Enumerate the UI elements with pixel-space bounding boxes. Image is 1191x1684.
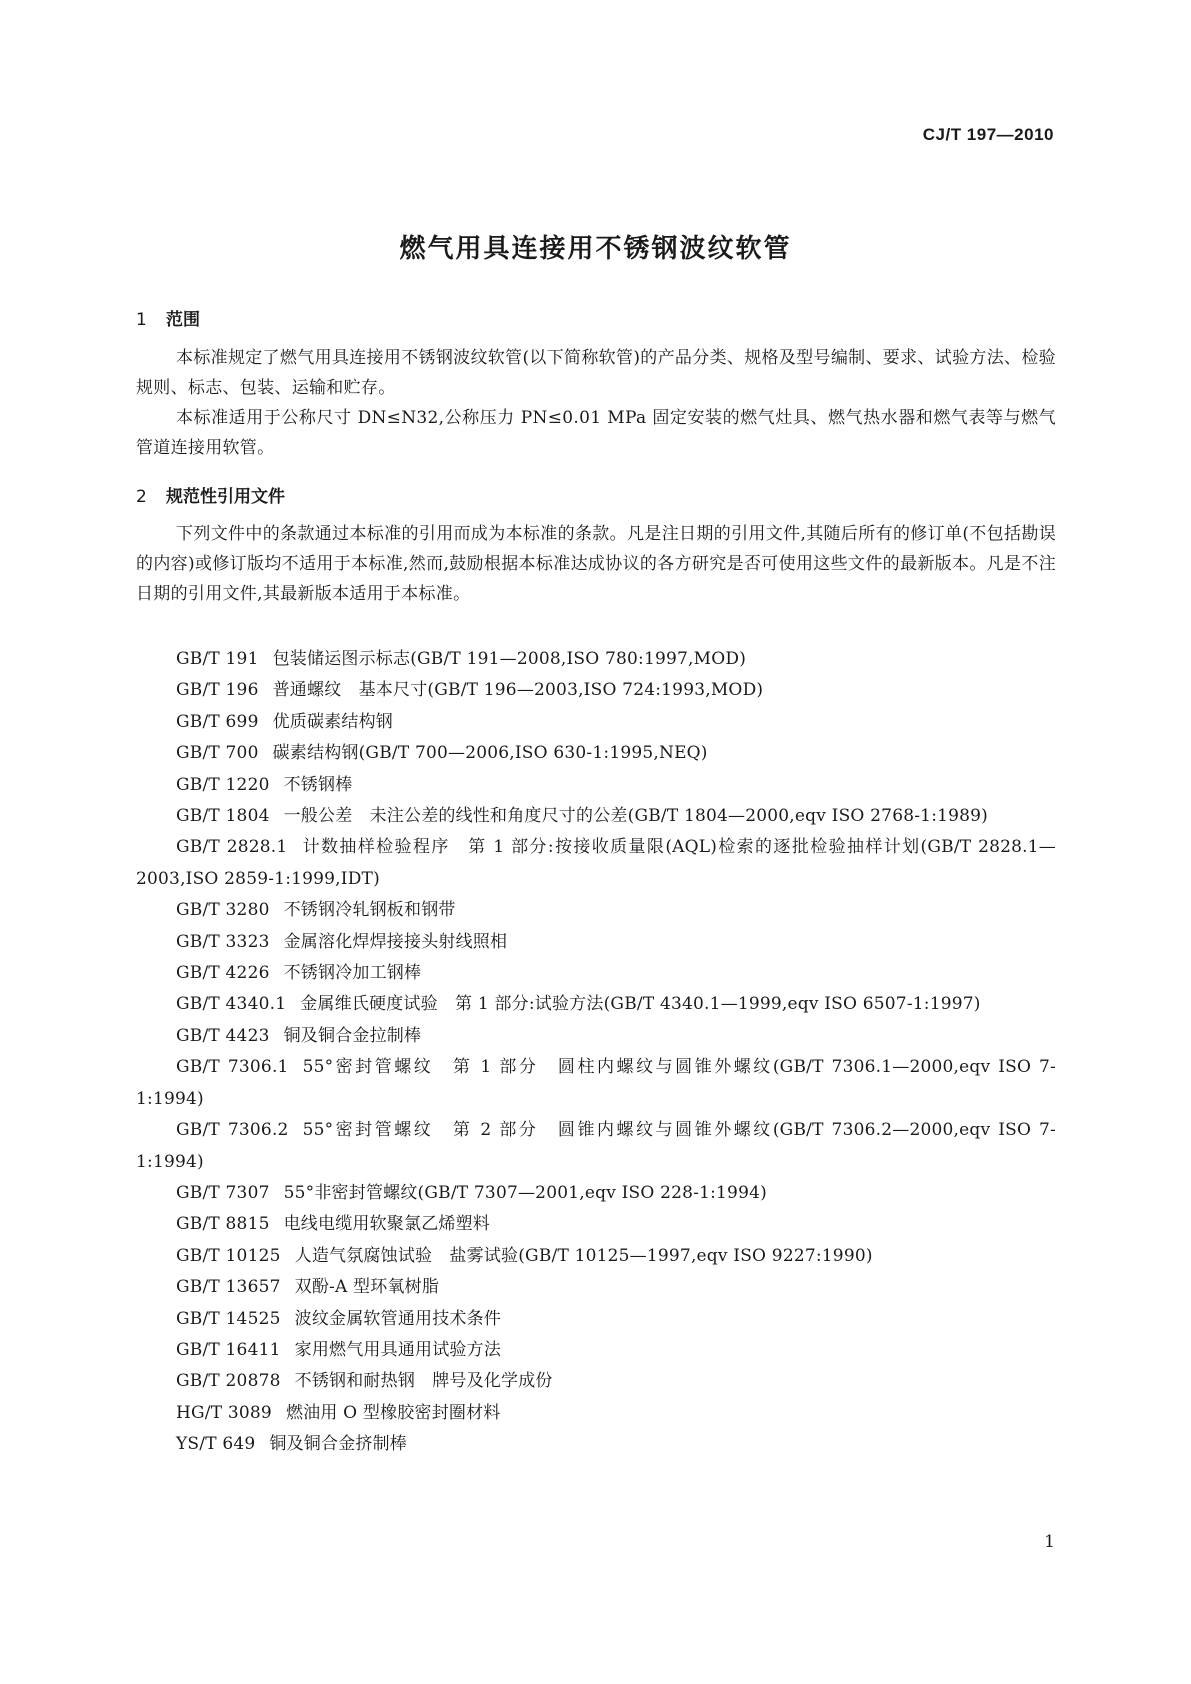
reference-code: GB/T 1220 (176, 774, 270, 795)
reference-title: 人造气氛腐蚀试验 盐雾试验(GB/T 10125—1997,eqv ISO 9227:1990) (294, 1245, 873, 1266)
reference-item (136, 832, 1056, 895)
reference-item (136, 1115, 1056, 1178)
reference-title: 铜及铜合金挤制棒 (269, 1434, 407, 1455)
reference-title: 优质碳素结构钢 (272, 711, 393, 732)
reference-code: GB/T 2828.1 (176, 837, 288, 858)
reference-title: 铜及铜合金拉制棒 (283, 1025, 422, 1046)
reference-title: 55°密封管螺纹 第 2 部分 圆锥内螺纹与圆锥外螺纹(GB/T 7306.2—2000,eqv ISO 7-1:1994) (136, 1120, 1057, 1172)
reference-title: 金属溶化焊焊接接头射线照相 (283, 931, 508, 952)
section-title: 范围 (166, 310, 200, 330)
reference-code: GB/T 1804 (176, 806, 270, 827)
reference-item (136, 738, 1056, 769)
reference-title: 碳素结构钢(GB/T 700—2006,ISO 630-1:1995,NEQ) (272, 743, 708, 764)
reference-item (136, 770, 1056, 801)
reference-code: GB/T 191 (176, 649, 259, 669)
reference-item (136, 989, 1056, 1020)
reference-code: GB/T 196 (176, 680, 259, 701)
normative-references-list (136, 644, 1056, 1461)
section-number: 1 (136, 310, 147, 330)
reference-code: GB/T 7306.2 (176, 1120, 289, 1141)
reference-code: HG/T 3089 (176, 1402, 272, 1423)
reference-title: 普通螺纹 基本尺寸(GB/T 196—2003,ISO 724:1993,MOD) (272, 680, 764, 701)
reference-code: YS/T 649 (176, 1434, 256, 1455)
reference-item (136, 1178, 1056, 1209)
reference-item (136, 1304, 1056, 1335)
reference-title: 包装储运图示标志(GB/T 191—2008,ISO 780:1997,MOD) (272, 649, 747, 669)
reference-title: 波纹金属软管通用技术条件 (294, 1308, 502, 1329)
section-2-heading (136, 482, 285, 507)
reference-title: 燃油用 O 型橡胶密封圈材料 (285, 1402, 501, 1423)
reference-code: GB/T 699 (176, 711, 259, 732)
reference-item (136, 1052, 1056, 1115)
reference-title: 金属维氏硬度试验 第 1 部分:试验方法(GB/T 4340.1—1999,eqv ISO 6507-1:1997) (300, 994, 981, 1015)
reference-code: GB/T 7307 (176, 1182, 270, 1203)
document-title: 燃气用具连接用不锈钢波纹软管 (399, 234, 792, 264)
reference-code: GB/T 4226 (176, 963, 270, 984)
reference-item (136, 1272, 1056, 1303)
reference-title: 不锈钢冷加工钢棒 (283, 963, 422, 984)
reference-code: GB/T 7306.1 (176, 1057, 289, 1078)
reference-title: 双酚-A 型环氧树脂 (294, 1277, 440, 1298)
reference-item (136, 927, 1056, 958)
references-intro-paragraph: 下列文件中的条款通过本标准的引用而成为本标准的条款。凡是注日期的引用文件,其随后所有的修订单(不包括勘误的内容)或修订版均不适用于本标准,然而,鼓励根据本标准达成协议的各方研究是否可使用这些文件的最新版本。凡是不注日期的引用文件,其最新版本适用于本标准。 (136, 524, 1056, 604)
scope-paragraph-1: 本标准规定了燃气用具连接用不锈钢波纹软管(以下简称软管)的产品分类、规格及型号编制、要求、试验方法、检验规则、标志、包装、运输和贮存。 (136, 348, 1056, 398)
reference-item (136, 958, 1056, 989)
reference-item (136, 1241, 1056, 1272)
reference-title: 电线电缆用软聚氯乙烯塑料 (283, 1214, 491, 1235)
reference-item (136, 707, 1056, 738)
standard-code: CJ/T 197—2010 (922, 125, 1054, 144)
reference-code: GB/T 10125 (176, 1245, 281, 1266)
reference-item (136, 644, 1056, 675)
reference-item (136, 801, 1056, 832)
section-title: 规范性引用文件 (166, 487, 285, 507)
reference-code: GB/T 4423 (176, 1025, 270, 1046)
reference-title: 一般公差 未注公差的线性和角度尺寸的公差(GB/T 1804—2000,eqv ISO 2768-1:1989) (283, 806, 989, 827)
page-number: 1 (1044, 1532, 1055, 1552)
reference-item (136, 1366, 1056, 1397)
reference-code: GB/T 20878 (176, 1371, 281, 1392)
reference-code: GB/T 13657 (176, 1277, 281, 1298)
scope-paragraph-2: 本标准适用于公称尺寸 DN≤N32,公称压力 PN≤0.01 MPa 固定安装的燃气灶具、燃气热水器和燃气表等与燃气管道连接用软管。 (136, 408, 1056, 458)
reference-item (136, 1398, 1056, 1429)
reference-title: 计数抽样检验程序 第 1 部分:按接收质量限(AQL)检索的逐批检验抽样计划(GB/T 2828.1—2003,ISO 2859-1:1999,IDT) (136, 837, 1056, 889)
reference-item (136, 895, 1056, 926)
reference-item (136, 1335, 1056, 1366)
reference-title: 家用燃气用具通用试验方法 (294, 1339, 502, 1360)
reference-title: 55°非密封管螺纹(GB/T 7307—2001,eqv ISO 228-1:1994) (283, 1182, 767, 1203)
reference-code: GB/T 16411 (176, 1339, 281, 1360)
section-1-heading (136, 305, 200, 330)
reference-title: 55°密封管螺纹 第 1 部分 圆柱内螺纹与圆锥外螺纹(GB/T 7306.1—2000,eqv ISO 7-1:1994) (136, 1057, 1057, 1109)
reference-code: GB/T 8815 (176, 1214, 270, 1235)
reference-item (136, 1429, 1056, 1460)
reference-code: GB/T 3323 (176, 931, 270, 952)
reference-item (136, 675, 1056, 706)
reference-code: GB/T 14525 (176, 1308, 281, 1329)
reference-code: GB/T 700 (176, 743, 259, 764)
reference-code: GB/T 3280 (176, 900, 270, 921)
reference-item (136, 1021, 1056, 1052)
section-number: 2 (136, 487, 147, 507)
reference-code: GB/T 4340.1 (176, 994, 287, 1015)
reference-title: 不锈钢棒 (283, 774, 353, 795)
reference-title: 不锈钢冷轧钢板和钢带 (283, 900, 456, 921)
reference-item (136, 1209, 1056, 1240)
reference-title: 不锈钢和耐热钢 牌号及化学成份 (294, 1371, 553, 1392)
